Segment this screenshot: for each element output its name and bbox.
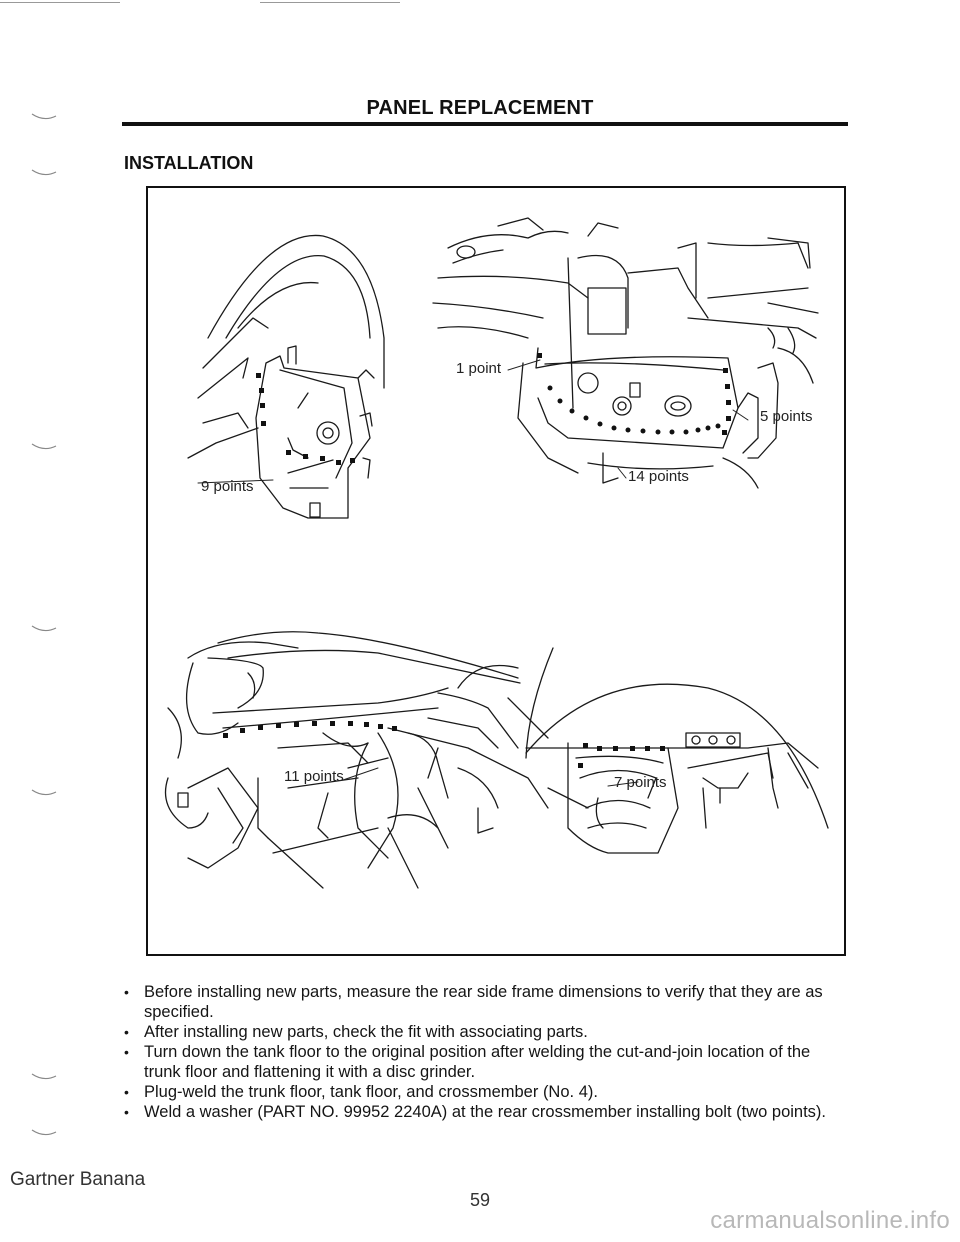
- footer-brand: Gartner Banana: [10, 1169, 146, 1190]
- margin-mark: [30, 442, 58, 452]
- list-item: [124, 1082, 848, 1102]
- scan-edge-line: [0, 2, 120, 3]
- watermark: carmanualsonline.info: [710, 1207, 950, 1234]
- figure-illustrations: [148, 188, 844, 954]
- instruction-text: After installing new parts, check the fit with associating parts.: [144, 1023, 588, 1041]
- margin-mark: [30, 1128, 58, 1138]
- list-item: [124, 1022, 848, 1042]
- list-item: [124, 1042, 848, 1082]
- instruction-list: [124, 982, 848, 1122]
- callout-label: 7 points: [614, 774, 667, 791]
- instruction-text: Before installing new parts, measure the rear side frame dimensions to verify that they are as specified.: [144, 983, 823, 1021]
- list-item: [124, 1102, 848, 1122]
- weld-points-top-right: [537, 353, 731, 435]
- page-number: 59: [469, 1190, 491, 1210]
- margin-mark: [30, 788, 58, 798]
- bullet-icon: •: [124, 1084, 129, 1100]
- callout-label: 9 points: [201, 478, 254, 495]
- title-rule: [122, 122, 848, 126]
- callout-label: 14 points: [628, 468, 689, 485]
- illustration-top-left: [188, 235, 384, 518]
- bullet-icon: •: [124, 984, 129, 1000]
- margin-mark: [30, 624, 58, 634]
- bullet-icon: •: [124, 1024, 129, 1040]
- illustration-top-right: [433, 218, 818, 488]
- weld-points-bottom-right: [578, 743, 665, 768]
- illustration-bottom-right: [526, 648, 828, 853]
- margin-mark: [30, 1072, 58, 1082]
- callout-label: 11 points: [284, 768, 344, 785]
- bullet-icon: •: [124, 1104, 129, 1120]
- callout-label: 1 point: [456, 360, 502, 377]
- instruction-text: Turn down the tank floor to the original position after welding the cut-and-join location of the trunk floor and flattening it with a disc grinder.: [144, 1043, 811, 1081]
- bullet-icon: •: [124, 1044, 129, 1060]
- instruction-text: Plug-weld the trunk floor, tank floor, and crossmember (No. 4).: [144, 1083, 598, 1101]
- weld-points-bottom-left: [223, 721, 397, 738]
- page-title: PANEL REPLACEMENT: [366, 97, 594, 119]
- list-item: [124, 982, 848, 1022]
- illustration-bottom-left: [166, 632, 589, 888]
- margin-mark: [30, 168, 58, 178]
- figure-frame: [146, 186, 846, 956]
- instruction-text: Weld a washer (PART NO. 99952 2240A) at the rear crossmember installing bolt (two points).: [144, 1103, 827, 1121]
- section-heading: INSTALLATION: [124, 153, 254, 173]
- callout-label: 5 points: [760, 408, 813, 425]
- scan-edge-line: [260, 2, 400, 3]
